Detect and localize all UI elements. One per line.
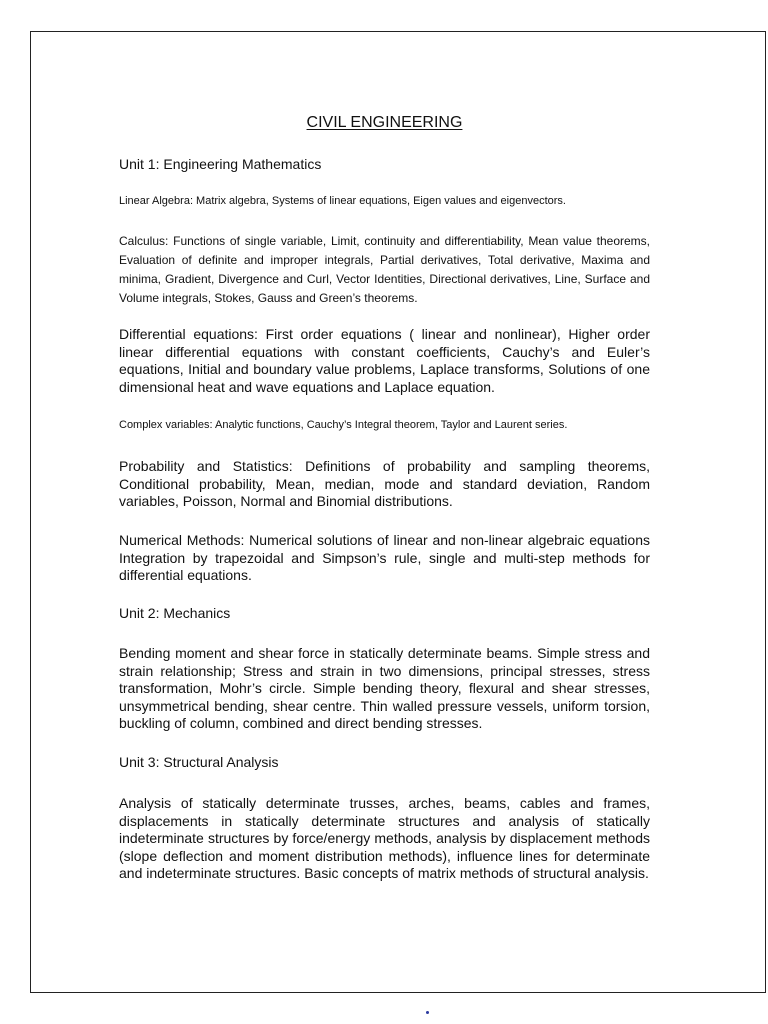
paragraph-complex-variables: Complex variables: Analytic functions, Cauchy’s Integral theorem, Taylor and Laurent series. (119, 419, 568, 431)
page-marker-dot (426, 1011, 429, 1014)
paragraph-linear-algebra: Linear Algebra: Matrix algebra, Systems of linear equations, Eigen values and eigenvectors. (119, 195, 566, 207)
paragraph-probability-statistics: Probability and Statistics: Definitions of probability and sampling theorems, Conditional probability, Mean, median, mode and standard deviation, Random variables, Poisson, Normal and Binomial distributions. (119, 458, 650, 509)
unit-2-heading: Unit 2: Mechanics (119, 605, 231, 621)
document-title: CIVIL ENGINEERING (306, 114, 463, 131)
unit-1-heading: Unit 1: Engineering Mathematics (119, 156, 322, 172)
unit-3-heading: Unit 3: Structural Analysis (119, 754, 279, 770)
paragraph-mechanics: Bending moment and shear force in statically determinate beams. Simple stress and strain relationship; Stress and strain in two dimensions, principal stresses, stress transformation, Mohr’s circle. Simple bending theory, flexural and shear stresses, unsymmetrical bending, shear centre. Thin walled pressure vessels, uniform torsion, buckling of column, combined and direct bending stresses. (119, 645, 650, 731)
paragraph-calculus: Calculus: Functions of single variable, Limit, continuity and differentiability, Mean value theorems, Evaluation of definite and improper integrals, Partial derivatives, Total derivative, Maxima and minima, Gradient, Divergence and Curl, Vector Identities, Directional derivatives, Line, Surface and Volume integrals, Stokes, Gauss and Green’s theorems. (119, 234, 650, 305)
paragraph-structural-analysis: Analysis of statically determinate trusses, arches, beams, cables and frames, displacements in statically determinate structures and analysis of statically indeterminate structures by force/energy methods, analysis by displacement methods (slope deflection and moment distribution methods), influence lines for determinate and indeterminate structures. Basic concepts of matrix methods of structural analysis. (119, 795, 650, 881)
paragraph-differential-equations: Differential equations: First order equations ( linear and nonlinear), Higher order linear differential equations with constant coefficients, Cauchy’s and Euler’s equations, Initial and boundary value problems, Laplace transforms, Solutions of one dimensional heat and wave equations and Laplace equation. (119, 326, 650, 395)
paragraph-numerical-methods: Numerical Methods: Numerical solutions of linear and non-linear algebraic equations Integration by trapezoidal and Simpson’s rule, single and multi-step methods for differential equations. (119, 532, 650, 583)
